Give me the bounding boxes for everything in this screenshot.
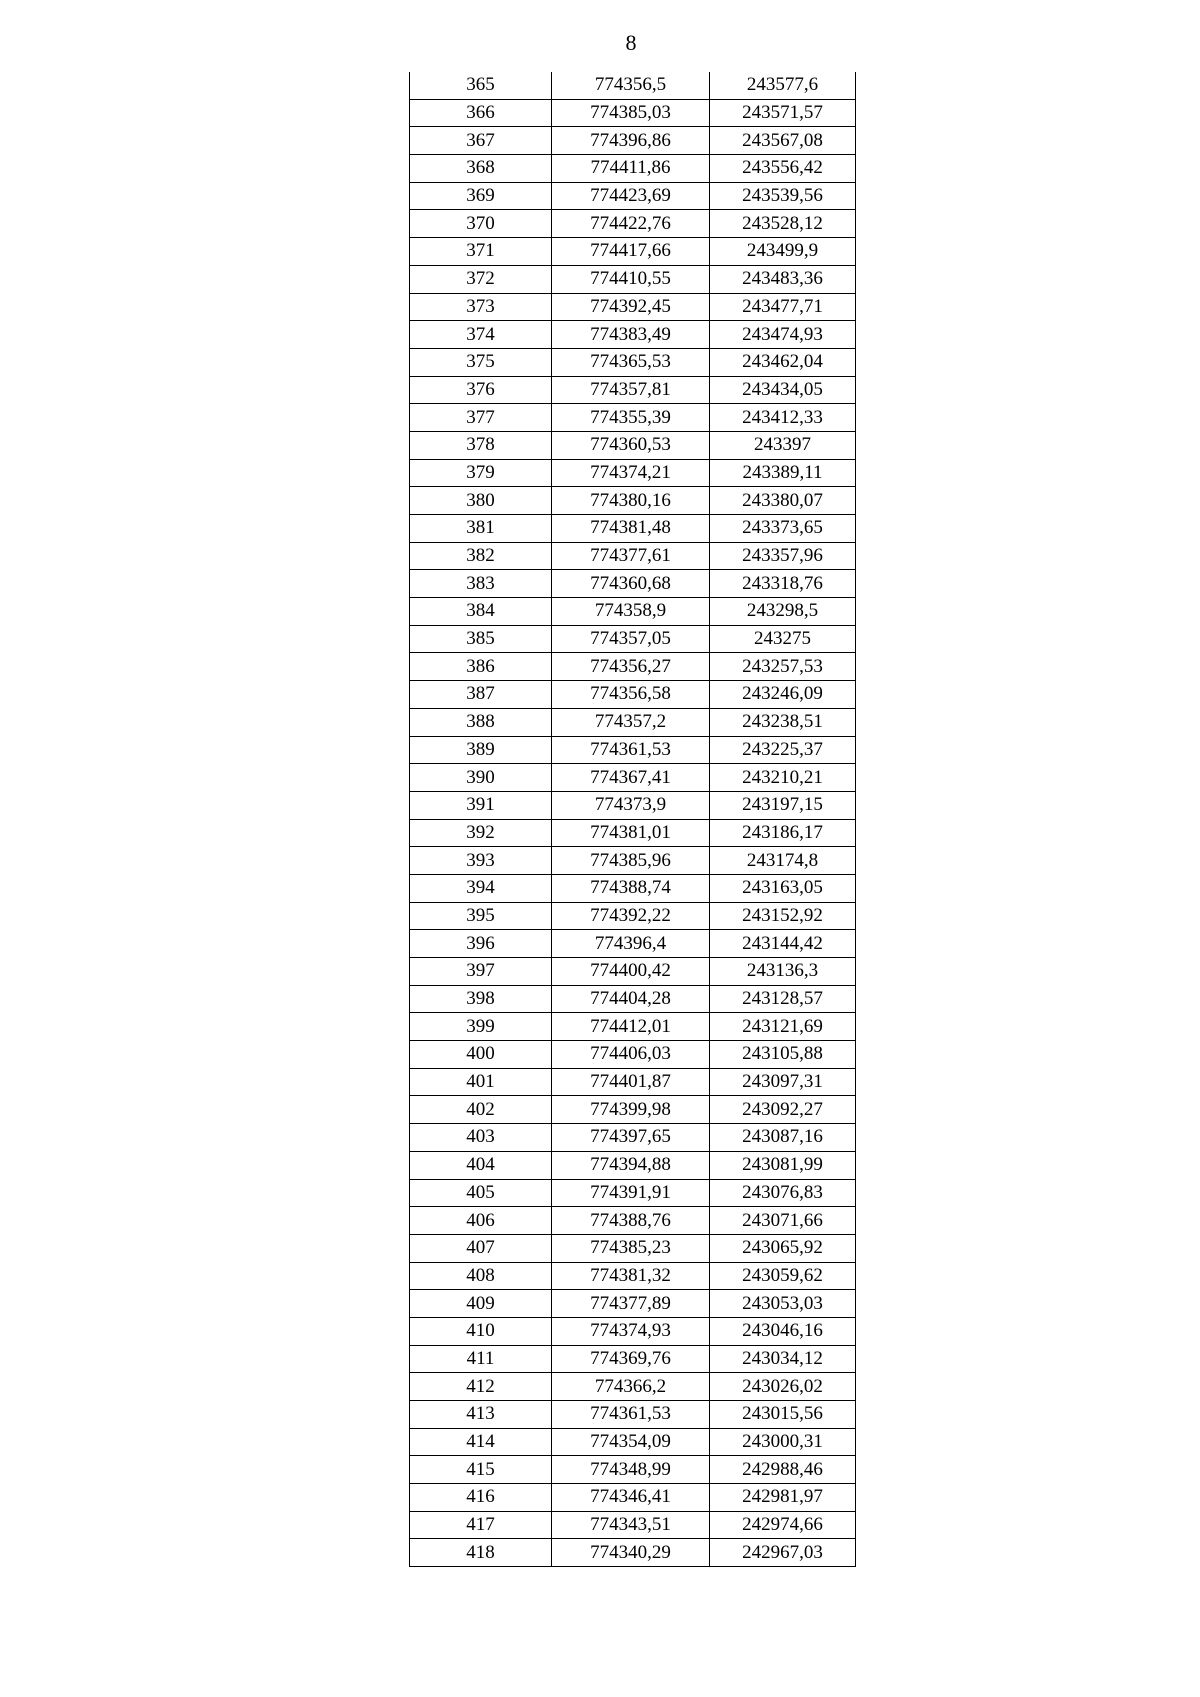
y-coordinate-cell: 243225,37 (710, 736, 856, 764)
point-number-cell: 398 (410, 985, 552, 1013)
y-coordinate-cell: 243065,92 (710, 1234, 856, 1262)
table-row (410, 791, 856, 819)
table-row (410, 265, 856, 293)
point-number-cell: 380 (410, 487, 552, 515)
y-coordinate-cell: 243571,57 (710, 99, 856, 127)
table-row (410, 1179, 856, 1207)
table-row (410, 985, 856, 1013)
point-number-cell: 377 (410, 404, 552, 432)
y-coordinate-cell: 243474,93 (710, 321, 856, 349)
x-coordinate-cell: 774356,27 (552, 653, 710, 681)
y-coordinate-cell: 243397 (710, 431, 856, 459)
point-number-cell: 402 (410, 1096, 552, 1124)
y-coordinate-cell: 243483,36 (710, 265, 856, 293)
y-coordinate-cell: 243499,9 (710, 238, 856, 266)
page-number: 8 (625, 30, 637, 55)
x-coordinate-cell: 774358,9 (552, 598, 710, 626)
table-row (410, 127, 856, 155)
table-row (410, 487, 856, 515)
point-number-cell: 394 (410, 874, 552, 902)
point-number-cell: 399 (410, 1013, 552, 1041)
point-number-cell: 381 (410, 515, 552, 543)
y-coordinate-cell: 243174,8 (710, 847, 856, 875)
x-coordinate-cell: 774380,16 (552, 487, 710, 515)
point-number-cell: 374 (410, 321, 552, 349)
point-number-cell: 387 (410, 681, 552, 709)
table-row (410, 1345, 856, 1373)
y-coordinate-cell: 243026,02 (710, 1373, 856, 1401)
table-row (410, 348, 856, 376)
table-row (410, 1124, 856, 1152)
x-coordinate-cell: 774411,86 (552, 155, 710, 183)
x-coordinate-cell: 774400,42 (552, 958, 710, 986)
x-coordinate-cell: 774392,22 (552, 902, 710, 930)
y-coordinate-cell: 242967,03 (710, 1539, 856, 1567)
table-row (410, 515, 856, 543)
y-coordinate-cell: 242974,66 (710, 1511, 856, 1539)
table-row (410, 1262, 856, 1290)
point-number-cell: 415 (410, 1456, 552, 1484)
y-coordinate-cell: 243034,12 (710, 1345, 856, 1373)
y-coordinate-cell: 243015,56 (710, 1401, 856, 1429)
x-coordinate-cell: 774360,68 (552, 570, 710, 598)
y-coordinate-cell: 243257,53 (710, 653, 856, 681)
table-row (410, 653, 856, 681)
x-coordinate-cell: 774356,5 (552, 72, 710, 99)
table-row (410, 764, 856, 792)
x-coordinate-cell: 774354,09 (552, 1428, 710, 1456)
table-row (410, 293, 856, 321)
point-number-cell: 407 (410, 1234, 552, 1262)
table-row (410, 155, 856, 183)
table-row (410, 1234, 856, 1262)
x-coordinate-cell: 774422,76 (552, 210, 710, 238)
table-row (410, 238, 856, 266)
y-coordinate-cell: 243197,15 (710, 791, 856, 819)
table-row (410, 1511, 856, 1539)
table-row (410, 459, 856, 487)
point-number-cell: 378 (410, 431, 552, 459)
x-coordinate-cell: 774369,76 (552, 1345, 710, 1373)
x-coordinate-cell: 774374,93 (552, 1317, 710, 1345)
x-coordinate-cell: 774385,03 (552, 99, 710, 127)
x-coordinate-cell: 774394,88 (552, 1151, 710, 1179)
x-coordinate-cell: 774340,29 (552, 1539, 710, 1567)
point-number-cell: 404 (410, 1151, 552, 1179)
x-coordinate-cell: 774357,2 (552, 708, 710, 736)
x-coordinate-cell: 774346,41 (552, 1484, 710, 1512)
table-row (410, 404, 856, 432)
x-coordinate-cell: 774361,53 (552, 736, 710, 764)
y-coordinate-cell: 242988,46 (710, 1456, 856, 1484)
point-number-cell: 408 (410, 1262, 552, 1290)
point-number-cell: 385 (410, 625, 552, 653)
point-number-cell: 418 (410, 1539, 552, 1567)
table-row (410, 431, 856, 459)
point-number-cell: 392 (410, 819, 552, 847)
table-row (410, 708, 856, 736)
point-number-cell: 417 (410, 1511, 552, 1539)
x-coordinate-cell: 774355,39 (552, 404, 710, 432)
point-number-cell: 409 (410, 1290, 552, 1318)
y-coordinate-cell: 243046,16 (710, 1317, 856, 1345)
x-coordinate-cell: 774404,28 (552, 985, 710, 1013)
x-coordinate-cell: 774383,49 (552, 321, 710, 349)
point-number-cell: 393 (410, 847, 552, 875)
table-row (410, 874, 856, 902)
point-number-cell: 414 (410, 1428, 552, 1456)
y-coordinate-cell: 243389,11 (710, 459, 856, 487)
x-coordinate-cell: 774385,23 (552, 1234, 710, 1262)
y-coordinate-cell: 243081,99 (710, 1151, 856, 1179)
point-number-cell: 379 (410, 459, 552, 487)
point-number-cell: 371 (410, 238, 552, 266)
x-coordinate-cell: 774396,4 (552, 930, 710, 958)
x-coordinate-cell: 774377,89 (552, 1290, 710, 1318)
table-row (410, 1484, 856, 1512)
point-number-cell: 375 (410, 348, 552, 376)
y-coordinate-cell: 243246,09 (710, 681, 856, 709)
x-coordinate-cell: 774357,81 (552, 376, 710, 404)
point-number-cell: 389 (410, 736, 552, 764)
table-row (410, 1013, 856, 1041)
x-coordinate-cell: 774377,61 (552, 542, 710, 570)
point-number-cell: 410 (410, 1317, 552, 1345)
point-number-cell: 395 (410, 902, 552, 930)
y-coordinate-cell: 243462,04 (710, 348, 856, 376)
y-coordinate-cell: 243238,51 (710, 708, 856, 736)
y-coordinate-cell: 243092,27 (710, 1096, 856, 1124)
y-coordinate-cell: 243434,05 (710, 376, 856, 404)
x-coordinate-cell: 774401,87 (552, 1068, 710, 1096)
x-coordinate-cell: 774385,96 (552, 847, 710, 875)
point-number-cell: 384 (410, 598, 552, 626)
y-coordinate-cell: 243152,92 (710, 902, 856, 930)
y-coordinate-cell: 243380,07 (710, 487, 856, 515)
x-coordinate-cell: 774388,76 (552, 1207, 710, 1235)
table-row (410, 376, 856, 404)
y-coordinate-cell: 243477,71 (710, 293, 856, 321)
y-coordinate-cell: 243059,62 (710, 1262, 856, 1290)
y-coordinate-cell: 243071,66 (710, 1207, 856, 1235)
table-row (410, 99, 856, 127)
y-coordinate-cell: 243528,12 (710, 210, 856, 238)
table-row (410, 1401, 856, 1429)
table-row (410, 542, 856, 570)
table-row (410, 625, 856, 653)
y-coordinate-cell: 243412,33 (710, 404, 856, 432)
table-row (410, 321, 856, 349)
table-row (410, 1041, 856, 1069)
table-row (410, 819, 856, 847)
table-row (410, 1151, 856, 1179)
x-coordinate-cell: 774360,53 (552, 431, 710, 459)
table-row (410, 1207, 856, 1235)
point-number-cell: 403 (410, 1124, 552, 1152)
table-row (410, 681, 856, 709)
y-coordinate-cell: 243357,96 (710, 542, 856, 570)
table-row (410, 902, 856, 930)
point-number-cell: 376 (410, 376, 552, 404)
y-coordinate-cell: 243539,56 (710, 182, 856, 210)
y-coordinate-cell: 243105,88 (710, 1041, 856, 1069)
x-coordinate-cell: 774388,74 (552, 874, 710, 902)
x-coordinate-cell: 774406,03 (552, 1041, 710, 1069)
table-row (410, 847, 856, 875)
x-coordinate-cell: 774366,2 (552, 1373, 710, 1401)
x-coordinate-cell: 774367,41 (552, 764, 710, 792)
point-number-cell: 390 (410, 764, 552, 792)
x-coordinate-cell: 774381,48 (552, 515, 710, 543)
table-row (410, 72, 856, 99)
x-coordinate-cell: 774348,99 (552, 1456, 710, 1484)
x-coordinate-cell: 774356,58 (552, 681, 710, 709)
point-number-cell: 401 (410, 1068, 552, 1096)
point-number-cell: 388 (410, 708, 552, 736)
table-row (410, 210, 856, 238)
table-row (410, 1290, 856, 1318)
point-number-cell: 370 (410, 210, 552, 238)
x-coordinate-cell: 774381,32 (552, 1262, 710, 1290)
table-row (410, 1096, 856, 1124)
y-coordinate-cell: 243144,42 (710, 930, 856, 958)
point-number-cell: 367 (410, 127, 552, 155)
point-number-cell: 397 (410, 958, 552, 986)
point-number-cell: 396 (410, 930, 552, 958)
y-coordinate-cell: 243186,17 (710, 819, 856, 847)
x-coordinate-cell: 774412,01 (552, 1013, 710, 1041)
table-row (410, 598, 856, 626)
y-coordinate-cell: 243275 (710, 625, 856, 653)
table-row (410, 958, 856, 986)
y-coordinate-cell: 243000,31 (710, 1428, 856, 1456)
table-row (410, 930, 856, 958)
point-number-cell: 400 (410, 1041, 552, 1069)
point-number-cell: 412 (410, 1373, 552, 1401)
table-row (410, 736, 856, 764)
x-coordinate-cell: 774391,91 (552, 1179, 710, 1207)
y-coordinate-cell: 243128,57 (710, 985, 856, 1013)
y-coordinate-cell: 243087,16 (710, 1124, 856, 1152)
x-coordinate-cell: 774410,55 (552, 265, 710, 293)
table-row (410, 1539, 856, 1567)
table-row (410, 1428, 856, 1456)
x-coordinate-cell: 774399,98 (552, 1096, 710, 1124)
x-coordinate-cell: 774361,53 (552, 1401, 710, 1429)
x-coordinate-cell: 774396,86 (552, 127, 710, 155)
x-coordinate-cell: 774417,66 (552, 238, 710, 266)
table-row (410, 182, 856, 210)
table-row (410, 1456, 856, 1484)
point-number-cell: 373 (410, 293, 552, 321)
point-number-cell: 372 (410, 265, 552, 293)
y-coordinate-cell: 243373,65 (710, 515, 856, 543)
y-coordinate-cell: 243556,42 (710, 155, 856, 183)
point-number-cell: 406 (410, 1207, 552, 1235)
point-number-cell: 382 (410, 542, 552, 570)
y-coordinate-cell: 243053,03 (710, 1290, 856, 1318)
y-coordinate-cell: 243076,83 (710, 1179, 856, 1207)
point-number-cell: 365 (410, 72, 552, 99)
point-number-cell: 413 (410, 1401, 552, 1429)
y-coordinate-cell: 243210,21 (710, 764, 856, 792)
y-coordinate-cell: 243567,08 (710, 127, 856, 155)
x-coordinate-cell: 774397,65 (552, 1124, 710, 1152)
point-number-cell: 383 (410, 570, 552, 598)
point-number-cell: 369 (410, 182, 552, 210)
y-coordinate-cell: 243136,3 (710, 958, 856, 986)
y-coordinate-cell: 243097,31 (710, 1068, 856, 1096)
x-coordinate-cell: 774423,69 (552, 182, 710, 210)
point-number-cell: 405 (410, 1179, 552, 1207)
point-number-cell: 411 (410, 1345, 552, 1373)
x-coordinate-cell: 774392,45 (552, 293, 710, 321)
y-coordinate-cell: 243298,5 (710, 598, 856, 626)
x-coordinate-cell: 774357,05 (552, 625, 710, 653)
x-coordinate-cell: 774373,9 (552, 791, 710, 819)
y-coordinate-cell: 242981,97 (710, 1484, 856, 1512)
y-coordinate-cell: 243121,69 (710, 1013, 856, 1041)
y-coordinate-cell: 243163,05 (710, 874, 856, 902)
coordinates-table (409, 72, 856, 1567)
table-row (410, 570, 856, 598)
table-row (410, 1373, 856, 1401)
x-coordinate-cell: 774374,21 (552, 459, 710, 487)
point-number-cell: 391 (410, 791, 552, 819)
x-coordinate-cell: 774381,01 (552, 819, 710, 847)
x-coordinate-cell: 774365,53 (552, 348, 710, 376)
point-number-cell: 366 (410, 99, 552, 127)
coordinates-table-body (410, 72, 856, 1567)
table-row (410, 1317, 856, 1345)
point-number-cell: 386 (410, 653, 552, 681)
y-coordinate-cell: 243318,76 (710, 570, 856, 598)
point-number-cell: 416 (410, 1484, 552, 1512)
table-row (410, 1068, 856, 1096)
x-coordinate-cell: 774343,51 (552, 1511, 710, 1539)
y-coordinate-cell: 243577,6 (710, 72, 856, 99)
point-number-cell: 368 (410, 155, 552, 183)
